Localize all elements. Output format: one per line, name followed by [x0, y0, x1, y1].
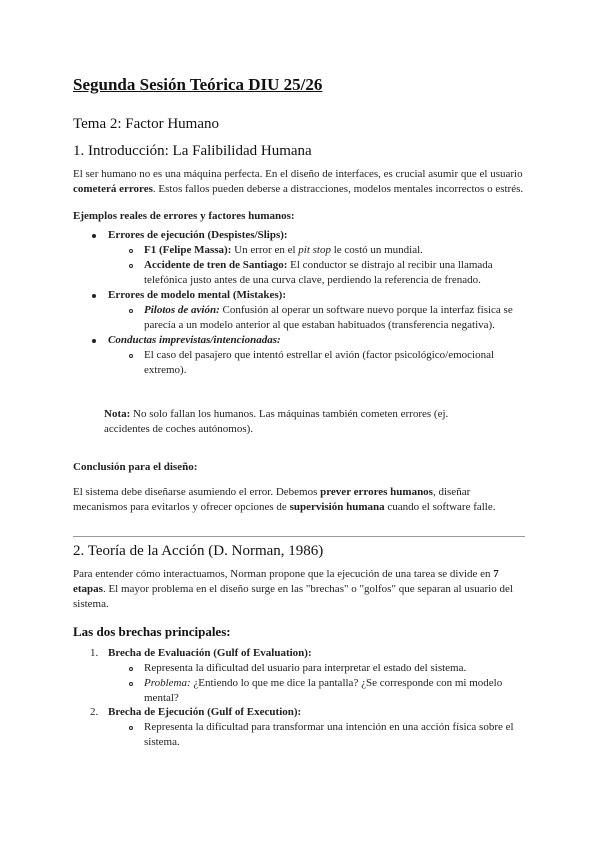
italic-term: pit stop — [298, 244, 331, 256]
conclusion-line-1 — [73, 485, 525, 500]
pilots-label: Pilotos de avión: — [144, 304, 220, 316]
examples-heading: Ejemplos reales de errores y factores humanos: — [73, 210, 295, 222]
text: ¿Entiendo lo que me dice la pantalla? ¿Se corresponde con mi modelo — [193, 677, 503, 689]
gap-1-problem-line-1 — [144, 676, 526, 691]
gap-2-label: Brecha de Ejecución (Gulf of Execution): — [108, 706, 302, 718]
circle-bullet-icon — [129, 682, 133, 686]
passenger-example-line-1: El caso del pasajero que intentó estrellar el avión (factor psicológico/emocional — [144, 349, 495, 361]
circle-bullet-icon — [129, 726, 133, 730]
text: . Estos fallos pueden deberse a distracciones, modelos mentales incorrectos o estrés. — [152, 183, 524, 195]
gap-1-label: Brecha de Evaluación (Gulf of Evaluation): — [108, 647, 312, 659]
train-example-line-1 — [144, 258, 526, 273]
horizontal-divider — [73, 536, 525, 537]
bullet-icon — [92, 234, 96, 238]
section-2-intro-line-1 — [73, 567, 525, 582]
text: le costó un mundial. — [333, 244, 423, 256]
mistakes-label: Errores de modelo mental (Mistakes): — [108, 289, 287, 301]
document-title: Segunda Sesión Teórica DIU 25/26 — [73, 75, 323, 94]
gap-2-number: 2. — [90, 706, 99, 718]
circle-bullet-icon — [129, 249, 133, 253]
text: , diseñar — [432, 486, 471, 498]
text: . El mayor problema en el diseño surge en las "brechas" o "golfos" que separan al usuario del — [102, 583, 513, 595]
emphasis: prever errores humanos — [320, 486, 433, 498]
section-1-intro-line-2 — [73, 182, 525, 197]
note-label: Nota: — [104, 408, 131, 420]
section-1-intro-line-1: El ser humano no es una máquina perfecta. En el diseño de interfaces, es crucial asumir que el usuario — [73, 168, 523, 180]
circle-bullet-icon — [129, 354, 133, 358]
section-2-intro-line-3: sistema. — [73, 598, 109, 610]
gap-2-item-1-line-2: sistema. — [144, 736, 180, 748]
text: Un error en el — [234, 244, 296, 256]
passenger-example-line-2: extremo). — [144, 364, 187, 376]
circle-bullet-icon — [129, 667, 133, 671]
text: El conductor se distrajo al recibir una llamada — [290, 259, 493, 271]
train-label: Accidente de tren de Santiago: — [144, 259, 288, 271]
text: Confusión al operar un software nuevo porque la interfaz física se — [222, 304, 513, 316]
circle-bullet-icon — [129, 309, 133, 313]
circle-bullet-icon — [129, 264, 133, 268]
gaps-heading: Las dos brechas principales: — [73, 624, 231, 639]
emphasis: 7 — [493, 568, 499, 580]
pilots-example-line-1 — [144, 303, 526, 318]
emphasis: supervisión humana — [289, 501, 385, 513]
text: El sistema debe diseñarse asumiendo el error. Debemos — [73, 486, 318, 498]
conclusion-heading: Conclusión para el diseño: — [73, 461, 198, 473]
problem-label: Problema: — [144, 677, 191, 689]
note-line-1 — [104, 407, 496, 422]
slips-label: Errores de ejecución (Despistes/Slips): — [108, 229, 288, 241]
text: No solo fallan los humanos. Las máquinas también cometen errores (ej. — [133, 408, 449, 420]
text: Para entender cómo interactuamos, Norman propone que la ejecución de una tarea se divide en — [73, 568, 491, 580]
bullet-icon — [92, 294, 96, 298]
unexpected-label: Conductas imprevistas/intencionadas: — [108, 334, 281, 346]
text: mecanismos para evitarlos y ofrecer opciones de — [73, 501, 287, 513]
f1-example — [144, 243, 423, 258]
emphasis: etapas — [73, 583, 103, 595]
section-1-heading: 1. Introducción: La Falibilidad Humana — [73, 143, 312, 159]
gap-1-problem-line-2: mental? — [144, 692, 179, 704]
topic-title: Tema 2: Factor Humano — [73, 116, 219, 132]
pilots-example-line-2: parecía a un modelo anterior al que estaban habituados (transferencia negativa). — [144, 319, 495, 331]
gap-1-number: 1. — [90, 647, 99, 659]
bullet-icon — [92, 339, 96, 343]
gap-1-item-1: Representa la dificultad del usuario para interpretar el estado del sistema. — [144, 662, 467, 674]
text: cuando el software falle. — [387, 501, 496, 513]
train-example-line-2: telefónica justo antes de una curva clave, perdiendo la referencia de frenado. — [144, 274, 481, 286]
emphasis: cometerá errores — [73, 183, 153, 195]
f1-label: F1 (Felipe Massa): — [144, 244, 232, 256]
note-line-2: accidentes de coches autónomos). — [104, 423, 254, 435]
section-2-heading: 2. Teoría de la Acción (D. Norman, 1986) — [73, 543, 324, 559]
conclusion-line-2 — [73, 500, 525, 515]
gap-2-item-1-line-1: Representa la dificultad para transformar una intención en una acción física sobre el — [144, 721, 514, 733]
section-2-intro-line-2 — [73, 582, 525, 597]
